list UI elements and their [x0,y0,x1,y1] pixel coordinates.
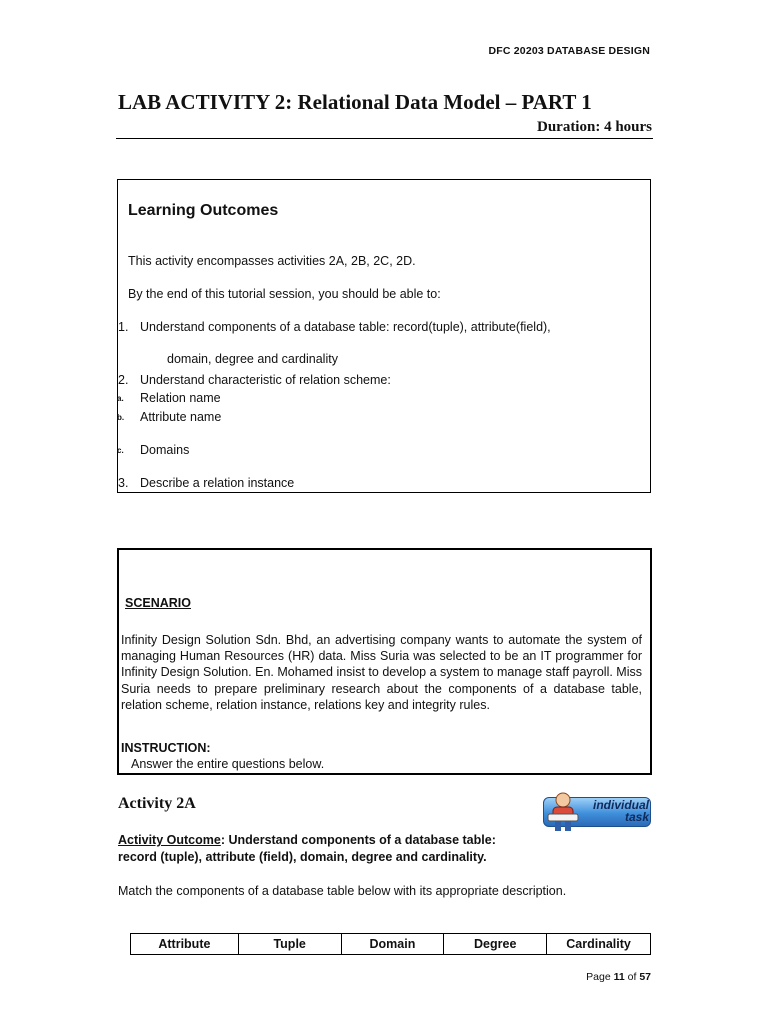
outcome-text: Describe a relation instance [140,476,295,490]
outcome-text: Understand components of a database table: record(tuple), attribute(field), [140,320,551,334]
subitem-letter: b. [117,413,125,422]
activity-outcome-text: : Understand components of a database table: [220,833,496,847]
instruction-label: INSTRUCTION: [121,741,211,755]
outcome-item-1-continuation: domain, degree and cardinality [167,352,338,366]
scenario-heading: SCENARIO [125,596,191,610]
learning-outcomes-lead: By the end of this tutorial session, you should be able to: [128,287,441,301]
badge-line-1: individual [592,798,649,812]
components-table [130,933,651,955]
component-cell: Tuple [238,934,341,955]
activity-outcome [118,832,496,866]
learning-outcomes-box [117,179,651,493]
title-divider [116,138,653,139]
outcome-text: Understand characteristic of relation scheme: [140,373,391,387]
page-title: LAB ACTIVITY 2: Relational Data Model – PART 1 [118,90,592,114]
table-row [131,934,651,955]
activity-outcome-label: Activity Outcome [118,833,221,847]
component-cell: Degree [444,934,547,955]
outcome-number: 1. [118,320,129,334]
outcome-number: 2. [118,373,129,387]
subitem-text: Domains [140,443,190,457]
subitem-letter: a. [117,394,124,403]
individual-task-badge [543,790,651,834]
instruction-text: Answer the entire questions below. [131,757,325,771]
duration-label: Duration: 4 hours [536,119,652,135]
activity-outcome-line2: record (tuple), attribute (field), domain, degree and cardinality. [118,850,487,864]
component-cell: Attribute [131,934,239,955]
outcome-number: 3. [118,476,129,490]
page-total: 57 [639,971,651,983]
page-number [586,971,651,983]
student-figure-icon [545,790,581,834]
running-header: DFC 20203 DATABASE DESIGN [488,45,650,57]
component-cell: Cardinality [547,934,651,955]
subitem-letter: c. [117,446,124,455]
learning-outcomes-intro: This activity encompasses activities 2A, 2B, 2C, 2D. [128,254,416,268]
scenario-text: Infinity Design Solution Sdn. Bhd, an advertising company wants to automate the system of managing Human Resources (HR) data. Miss Suria was selected to be an IT programmer for Infinity Design Solution. En. Mohamed insist to develop a system to manage staff payroll. Miss Suria needs to prepare preliminary research about the components of a database table, relation scheme, relation instance, relations key and integrity rules. [121,633,642,712]
page-prefix: Page [586,971,614,983]
subitem-text: Relation name [140,391,221,405]
page-current: 11 [613,971,625,983]
scenario-box [117,548,652,775]
badge-label [579,799,649,823]
match-instruction: Match the components of a database table below with its appropriate description. [118,884,567,898]
subitem-text: Attribute name [140,410,222,424]
badge-line-2: task [624,810,649,824]
learning-outcomes-heading: Learning Outcomes [128,202,279,219]
activity-heading: Activity 2A [118,795,196,812]
component-cell: Domain [341,934,444,955]
page-of: of [624,971,640,983]
